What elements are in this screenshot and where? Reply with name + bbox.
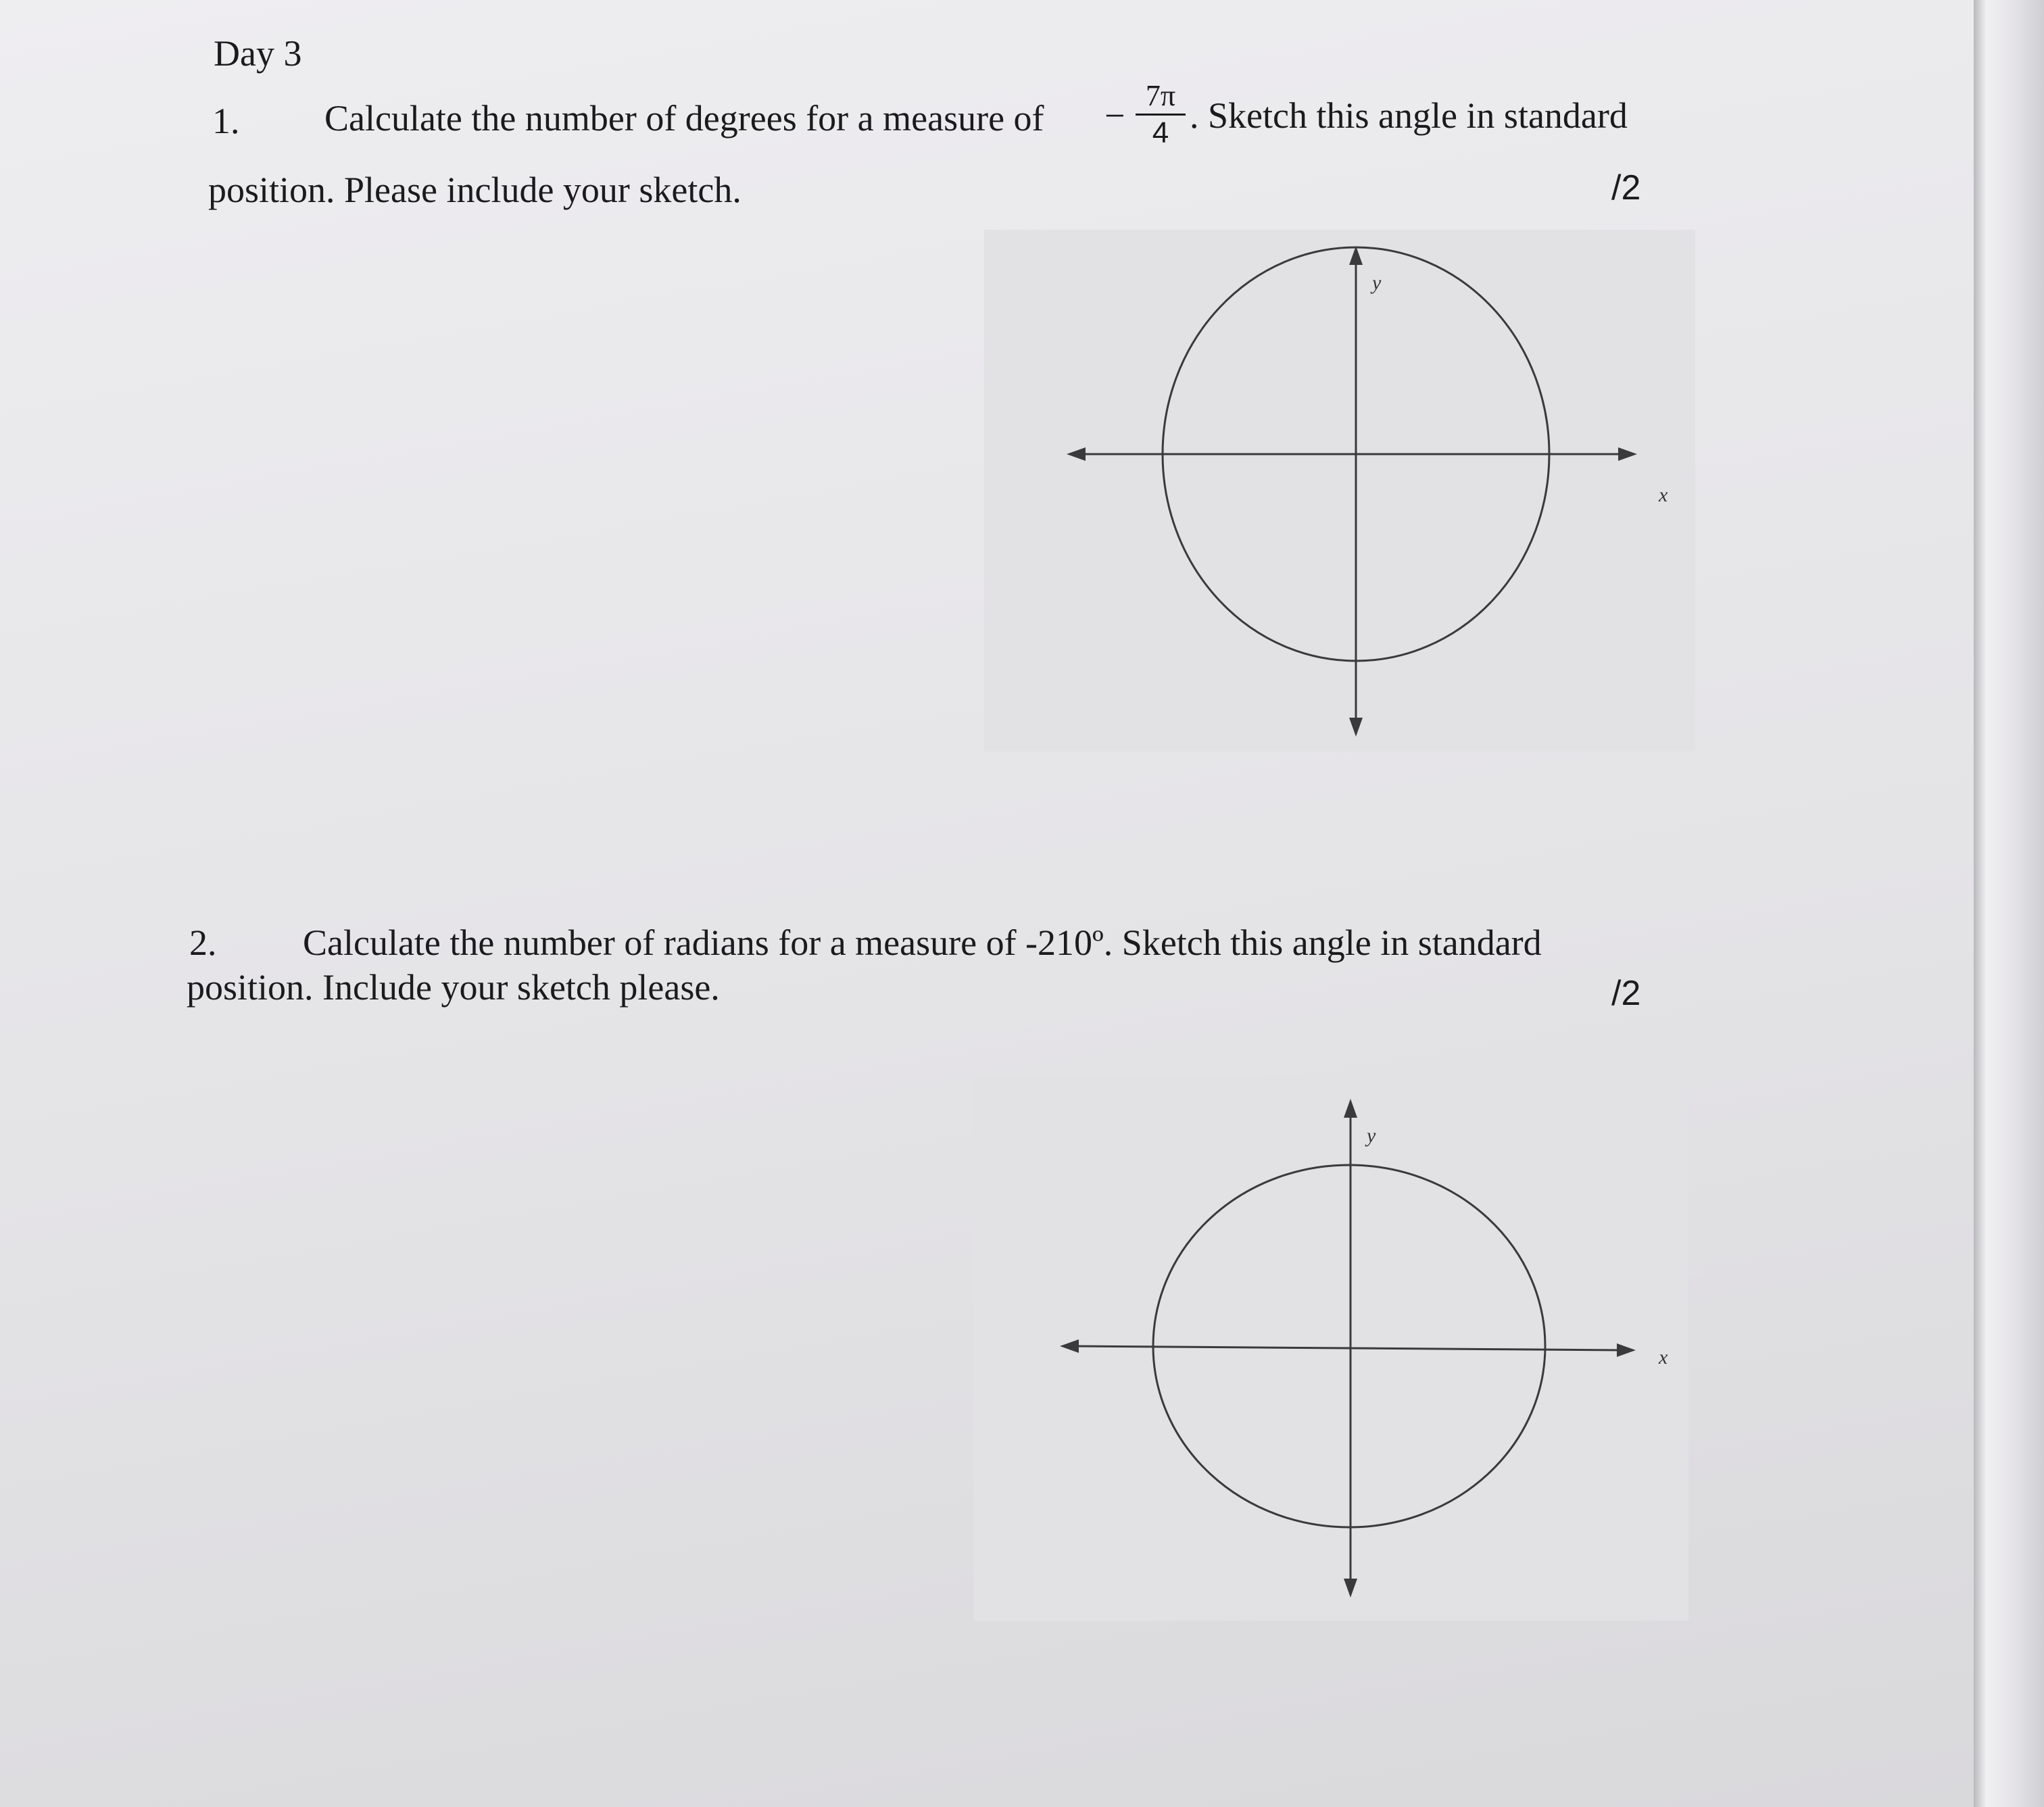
question-2-graph-area (973, 1077, 1688, 1620)
question-2-line-2: position. Include your sketch please. (187, 967, 720, 1008)
x-axis-label: x (1659, 1346, 1668, 1368)
adjacent-page-edge (1974, 0, 2044, 1807)
y-axis-label: y (1372, 272, 1382, 294)
question-1-minus-sign: − (1104, 95, 1125, 136)
question-1-points: /2 (1611, 168, 1641, 207)
question-1-graph-area (984, 230, 1695, 751)
fraction-denominator: 4 (1152, 116, 1169, 149)
question-2-text: Calculate the number of radians for a measure of -210º. Sketch this angle in standard (303, 922, 1542, 963)
question-2-points: /2 (1611, 974, 1641, 1013)
question-2-number: 2. (189, 922, 217, 963)
question-1-line-2: position. Please include your sketch. (208, 170, 741, 210)
y-axis-label: y (1367, 1124, 1376, 1147)
x-axis-label: x (1659, 484, 1668, 506)
fraction-numerator: 7π (1136, 81, 1186, 116)
question-1-text: Calculate the number of degrees for a measure of (324, 98, 1044, 139)
page-title: Day 3 (214, 33, 302, 74)
question-1-number: 1. (212, 101, 240, 141)
question-1-text-continued: . Sketch this angle in standard (1190, 95, 1628, 136)
question-1-fraction (1136, 81, 1186, 148)
